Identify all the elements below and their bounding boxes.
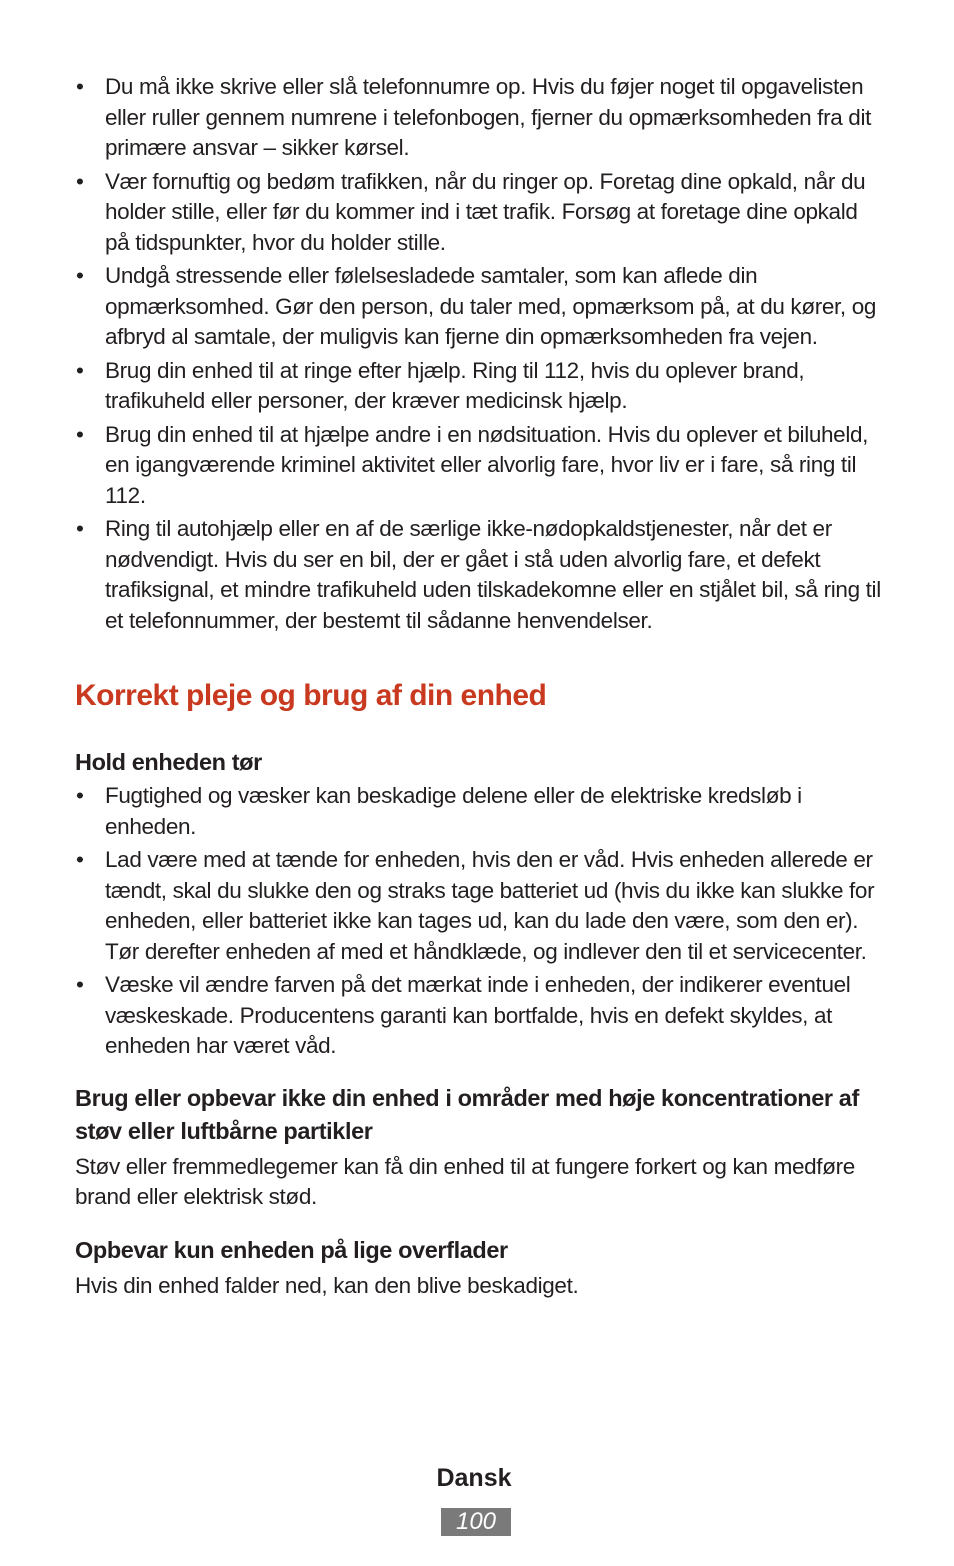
bullet-icon: • [76,357,84,383]
bullet-icon: • [76,263,84,288]
bullet-icon: • [76,972,84,997]
list-item-text: Undgå stressende eller følelsesladede samtaler, som kan aflede din opmærksomhed. Gør den person, du taler med, opmærksom på, at du kører, og afbryd al samtale, der muligvis kan fjerne din opmærksomheden fra vejen. [105,263,877,349]
list-item-text: Brug din enhed til at ringe efter hjælp. Ring til 112, hvis du oplever brand, trafikuheld eller personer, der kræver medicinsk hjælp. [105,357,805,413]
flat-surface-text: Hvis din enhed falder ned, kan den blive beskadiget. [75,1272,579,1298]
list-item-text: Væske vil ændre farven på det mærkat inde i enheden, der indikerer eventuel væskeskade. Producentens garanti kan bortfalde, hvis en defekt skyldes, at enheden har været våd. [105,972,851,1058]
list-item-text: Du må ikke skrive eller slå telefonnumre op. Hvis du føjer noget til opgavelisten eller ruller gennem numrene i telefonbogen, fjerner du opmærksomheden fra dit primære ansvar – sikker kørsel. [105,74,871,160]
page-number-badge: 100 [441,1508,511,1536]
footer-language-label: Dansk [436,1464,512,1492]
section-title: Korrekt pleje og brug af din enhed [75,679,547,712]
list-item [75,420,885,512]
bullet-icon: • [76,74,84,99]
list-item [75,72,885,164]
list-item [75,970,885,1062]
list-item [75,845,885,967]
intro-bullet-list [75,72,885,636]
list-item [75,167,885,259]
list-item-text: Fugtighed og væsker kan beskadige delene eller de elektriske kredsløb i enheden. [105,783,802,839]
bullet-icon: • [76,783,84,808]
bullet-icon: • [76,847,84,872]
bullet-icon: • [76,168,84,194]
list-item [75,356,885,417]
dust-heading: Brug eller opbevar ikke din enhed i områder med høje koncentrationer af støv eller luftbårne partikler [75,1084,859,1144]
footer-language [0,1464,954,1493]
list-item-text: Ring til autohjælp eller en af de særlige ikke-nødopkaldstjenester, når det er nødvendigt. Hvis du ser en bil, der er gået i stå uden alvorlig fare, et defekt trafiksignal, et mindre trafikuheld uden tilskadekomne eller en stjålet bil, så ring til et telefonnummer, der bestemt til sådanne henvendelser. [105,516,881,633]
bullet-icon: • [76,516,84,541]
list-item-text: Lad være med at tænde for enheden, hvis den er våd. Hvis enheden allerede er tændt, skal du slukke den og straks tage batteriet ud (hvis du ikke kan slukke for enheden, eller batteriet ikke kan tages ud, kan du lade den være, som den er). Tør derefter enheden af med et håndklæde, og indlever den til et servicecenter. [105,847,875,964]
page-content [75,72,885,1301]
flat-surface-heading: Opbevar kun enheden på lige overflader [75,1236,508,1263]
list-item [75,781,885,842]
list-item-text: Vær fornuftig og bedøm trafikken, når du ringer op. Foretag dine opkald, når du holder stille, eller før du kommer ind i tæt trafik. Forsøg at foretage dine opkald på tidspunkter, hvor du holder stille. [105,168,866,255]
list-item [75,261,885,353]
keep-dry-heading: Hold enheden tør [75,749,262,775]
keep-dry-bullet-list [75,781,885,1062]
list-item [75,514,885,636]
bullet-icon: • [76,421,84,447]
dust-text: Støv eller fremmedlegemer kan få din enhed til at fungere forkert og kan medføre brand eller elektrisk stød. [75,1153,855,1209]
list-item-text: Brug din enhed til at hjælpe andre i en nødsituation. Hvis du oplever et biluheld, en igangværende kriminel aktivitet eller alvorlig fare, hvor liv er i fare, så ring til 112. [105,421,869,508]
